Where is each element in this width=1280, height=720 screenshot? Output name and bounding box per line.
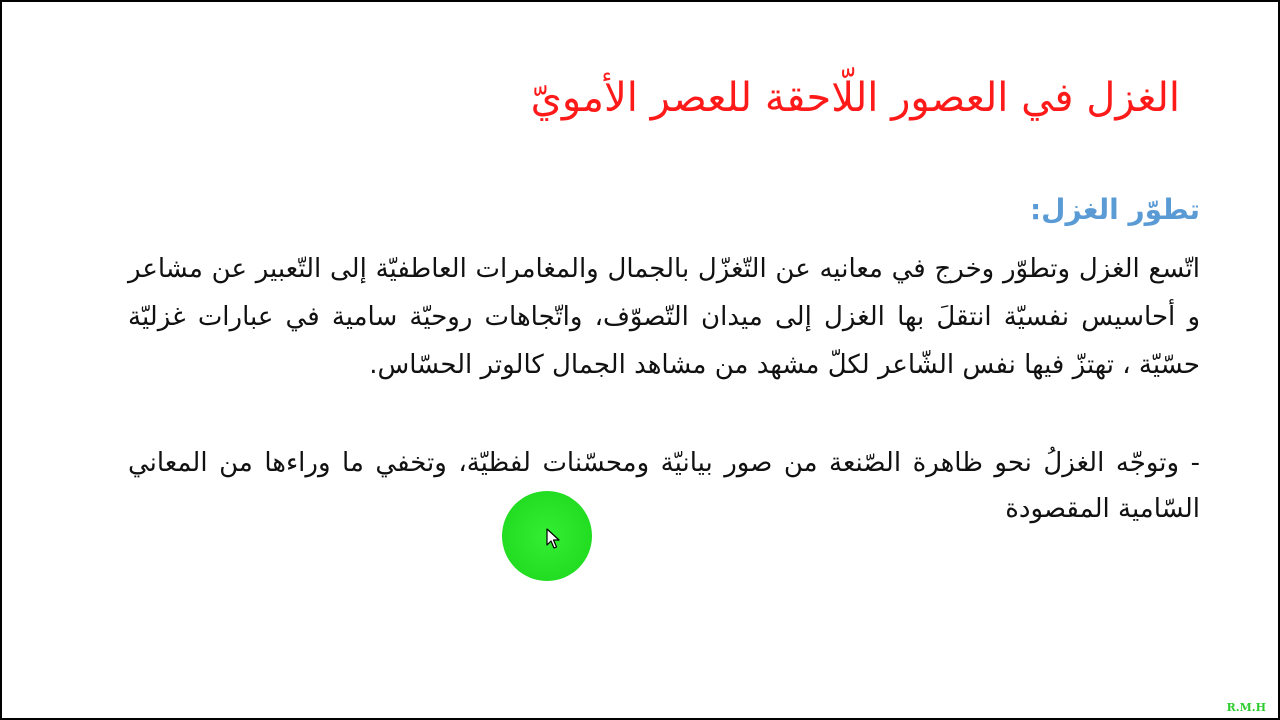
body-paragraph-1: اتّسع الغزل وتطوّر وخرج في معانيه عن التّغزّل بالجمال والمغامرات العاطفيّة إلى التّعبير عن مشاعر و أحاسيس نفسيّة انتقلَ بها الغزل إلى ميدان التّصوّف، واتّجاهات روحيّة سامية في عبارات غزليّة حسّيّة ، تهتزّ فيها نفس الشّاعر لكلّ مشهد من مشاهد الجمال كالوتر الحسّاس. (128, 254, 1200, 380)
watermark: R.M.H (1226, 701, 1266, 714)
slide (2, 2, 1278, 718)
body-paragraph-2: - وتوجّه الغزلُ نحو ظاهرة الصّنعة من صور بيانيّة ومحسّنات لفظيّة، وتخفي ما وراءها من المعاني السّامية المقصودة (128, 448, 1200, 524)
mouse-pointer-icon (546, 528, 560, 550)
slide-title: الغزل في العصور اللّاحقة للعصر الأمويّ (530, 75, 1180, 121)
section-subtitle: تطوّر الغزل: (1029, 193, 1200, 226)
